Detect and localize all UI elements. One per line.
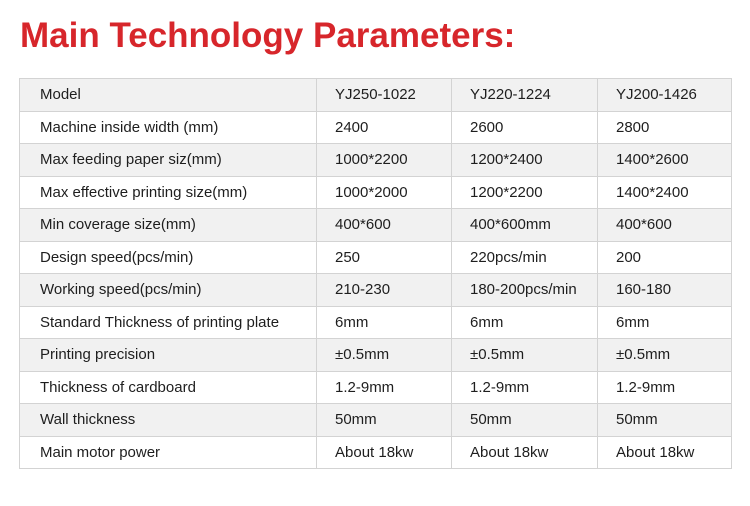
- parameter-value: 1.2-9mm: [452, 371, 598, 404]
- parameter-label: Standard Thickness of printing plate: [20, 306, 317, 339]
- parameter-value: 6mm: [317, 306, 452, 339]
- parameter-value: 50mm: [317, 404, 452, 437]
- parameter-value: ±0.5mm: [598, 339, 732, 372]
- table-row: [20, 209, 732, 242]
- parameter-label: Thickness of cardboard: [20, 371, 317, 404]
- parameter-value: 6mm: [598, 306, 732, 339]
- parameter-value: 180-200pcs/min: [452, 274, 598, 307]
- parameter-label: Working speed(pcs/min): [20, 274, 317, 307]
- parameter-value: 1.2-9mm: [598, 371, 732, 404]
- header-cell-model-2: YJ220-1224: [452, 79, 598, 112]
- parameter-value: 2600: [452, 111, 598, 144]
- parameter-label: Max effective printing size(mm): [20, 176, 317, 209]
- parameter-value: 250: [317, 241, 452, 274]
- parameter-value: About 18kw: [317, 436, 452, 469]
- table-row: [20, 339, 732, 372]
- parameter-value: 1.2-9mm: [317, 371, 452, 404]
- header-cell-model-1: YJ250-1022: [317, 79, 452, 112]
- parameters-table: [19, 78, 732, 469]
- table-header-row: [20, 79, 732, 112]
- parameter-label: Wall thickness: [20, 404, 317, 437]
- parameter-value: 6mm: [452, 306, 598, 339]
- table-row: [20, 176, 732, 209]
- parameter-label: Printing precision: [20, 339, 317, 372]
- parameter-value: 400*600mm: [452, 209, 598, 242]
- parameter-value: 1200*2200: [452, 176, 598, 209]
- parameters-table-body: [20, 79, 732, 469]
- table-row: [20, 241, 732, 274]
- parameter-value: 2400: [317, 111, 452, 144]
- header-cell-model-3: YJ200-1426: [598, 79, 732, 112]
- parameter-value: 400*600: [317, 209, 452, 242]
- parameter-value: 50mm: [452, 404, 598, 437]
- parameter-value: 1000*2200: [317, 144, 452, 177]
- header-cell-model: Model: [20, 79, 317, 112]
- parameter-value: About 18kw: [452, 436, 598, 469]
- parameter-value: ±0.5mm: [452, 339, 598, 372]
- table-row: [20, 306, 732, 339]
- parameter-value: 1400*2600: [598, 144, 732, 177]
- parameter-value: 400*600: [598, 209, 732, 242]
- parameter-label: Main motor power: [20, 436, 317, 469]
- table-row: [20, 274, 732, 307]
- parameter-value: 50mm: [598, 404, 732, 437]
- table-row: [20, 144, 732, 177]
- table-row: [20, 111, 732, 144]
- parameter-value: ±0.5mm: [317, 339, 452, 372]
- parameter-value: 1200*2400: [452, 144, 598, 177]
- table-row: [20, 436, 732, 469]
- parameter-label: Machine inside width (mm): [20, 111, 317, 144]
- parameter-value: 220pcs/min: [452, 241, 598, 274]
- table-row: [20, 404, 732, 437]
- parameter-value: 160-180: [598, 274, 732, 307]
- parameter-label: Max feeding paper siz(mm): [20, 144, 317, 177]
- parameter-value: 210-230: [317, 274, 452, 307]
- parameter-value: 1400*2400: [598, 176, 732, 209]
- parameter-value: 1000*2000: [317, 176, 452, 209]
- parameter-value: 2800: [598, 111, 732, 144]
- parameter-value: 200: [598, 241, 732, 274]
- parameter-label: Design speed(pcs/min): [20, 241, 317, 274]
- page-title: Main Technology Parameters:: [20, 16, 516, 55]
- parameter-value: About 18kw: [598, 436, 732, 469]
- parameter-label: Min coverage size(mm): [20, 209, 317, 242]
- table-row: [20, 371, 732, 404]
